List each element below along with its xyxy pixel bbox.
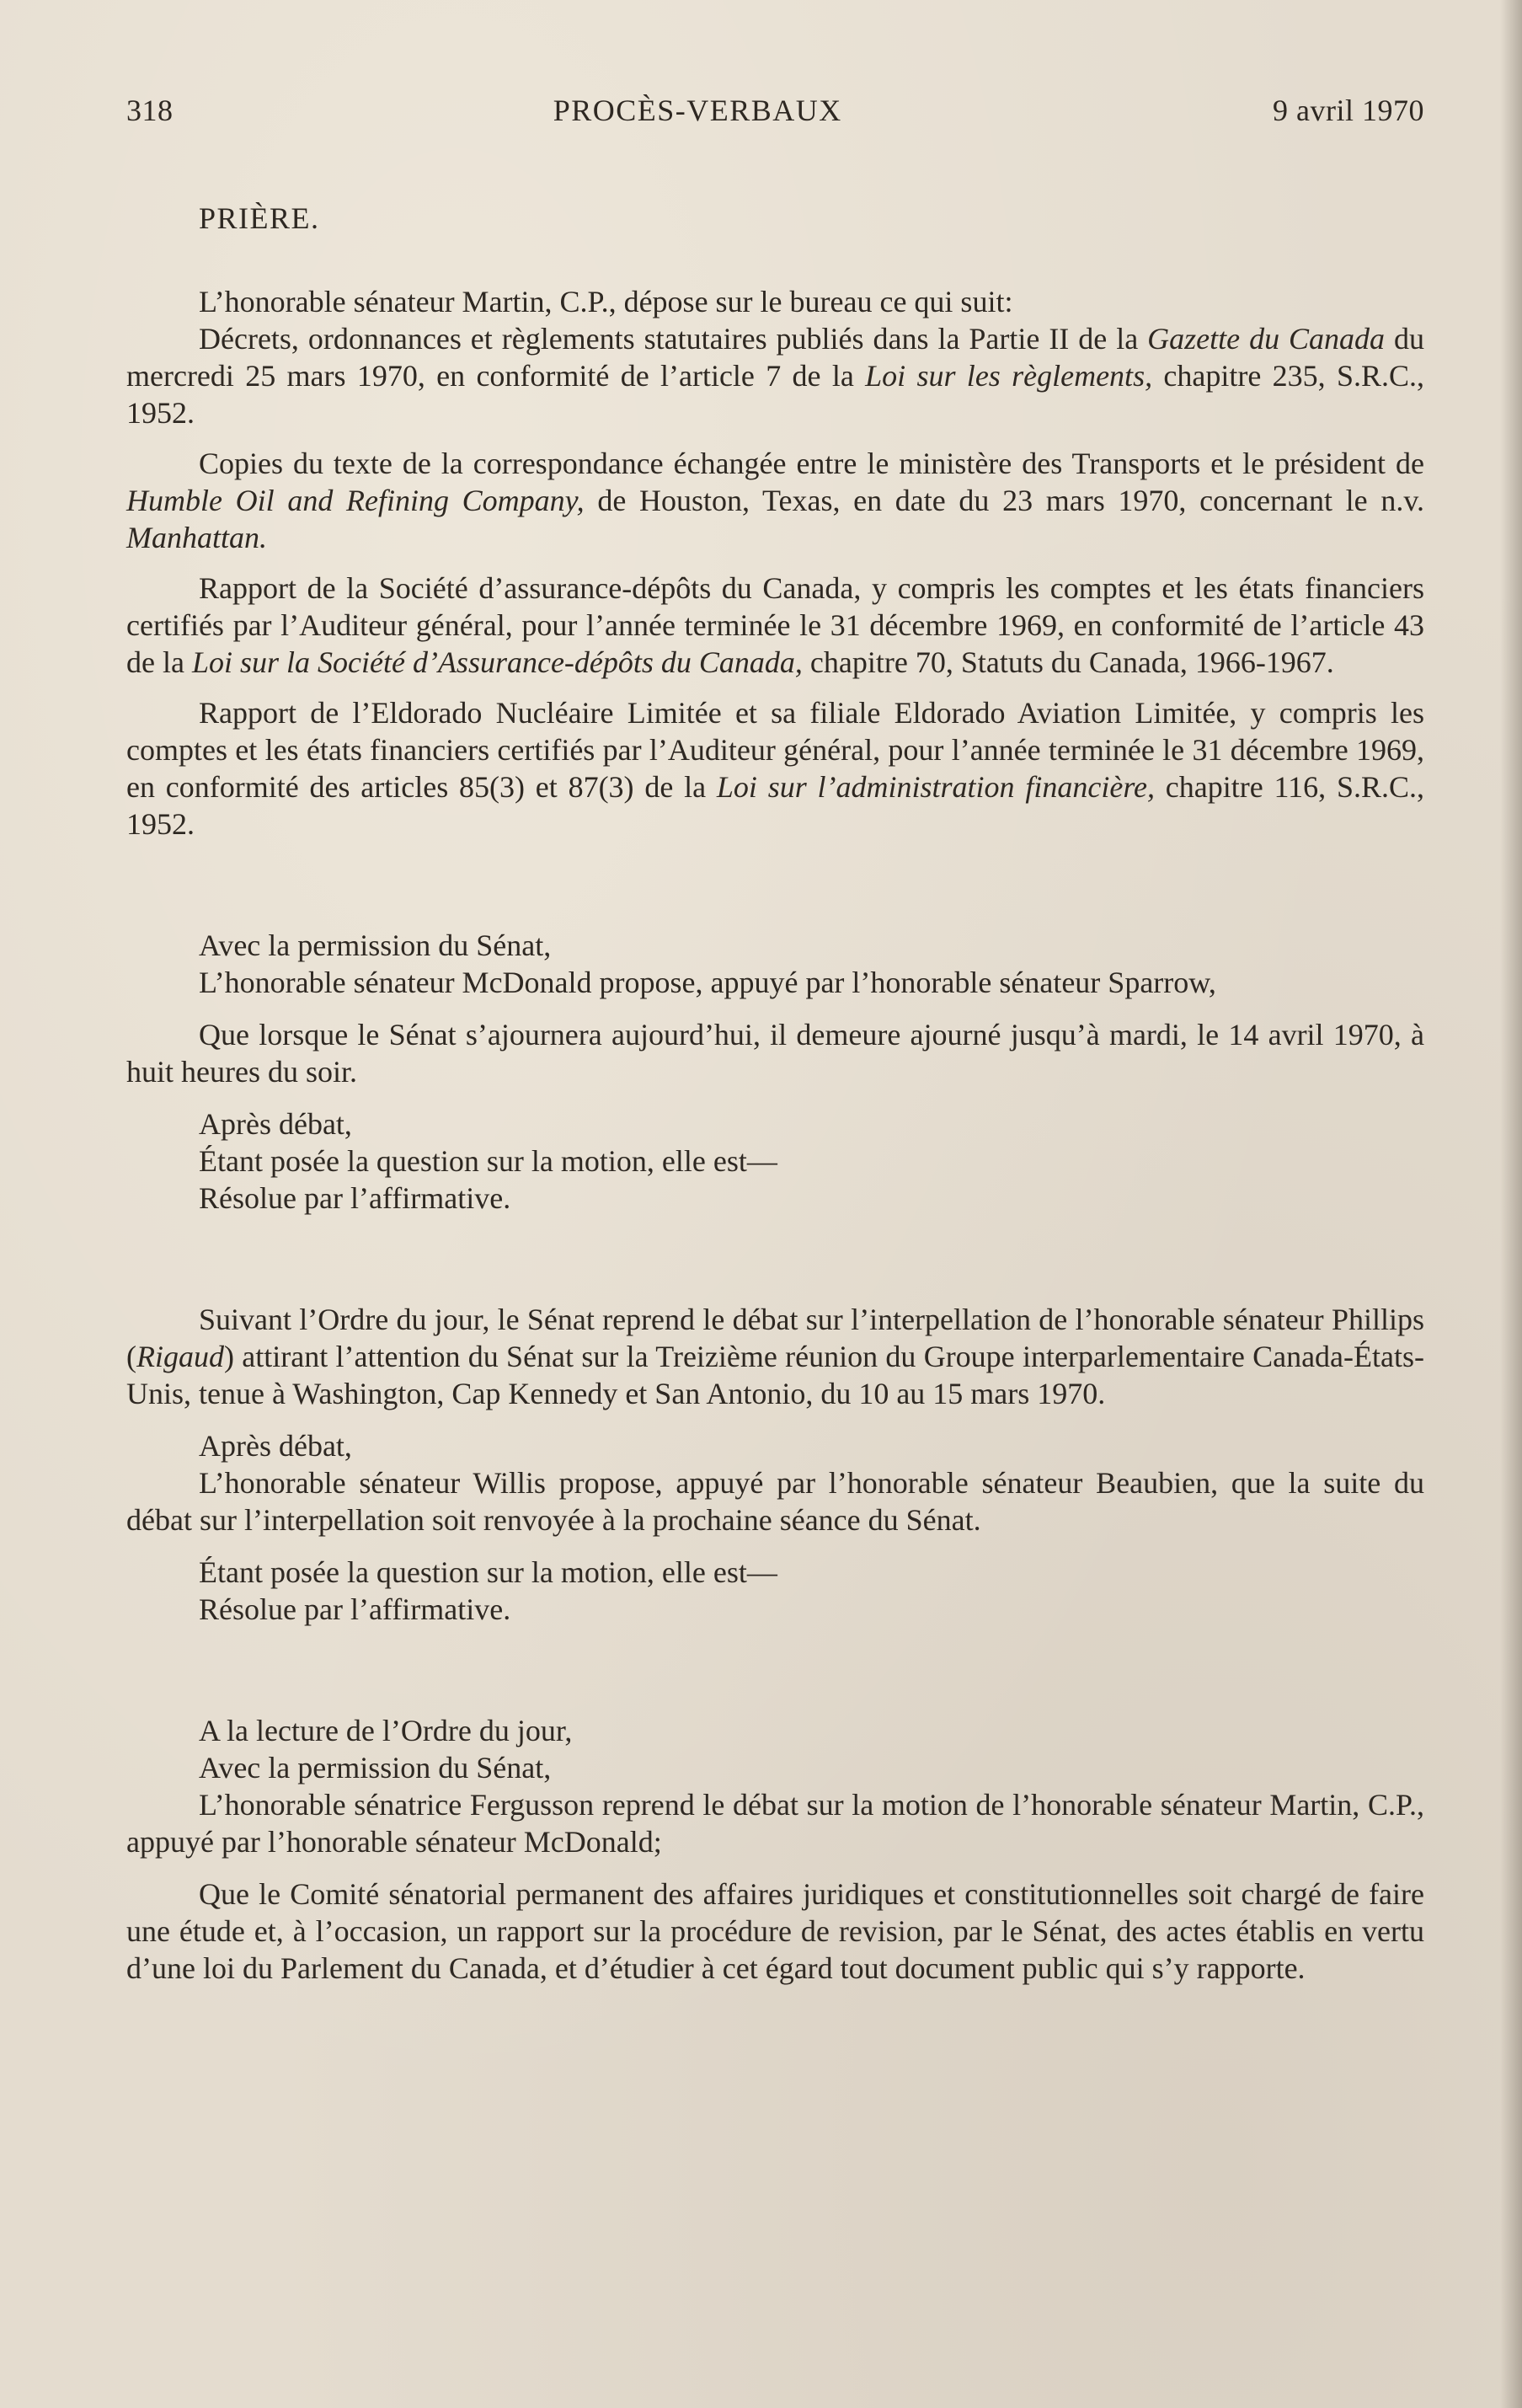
tabled-item-3: Rapport de la Société d’assurance-dépôts du Canada, y compris les comptes et les états financiers certifiés par l’Auditeur général, pour l’année terminée le 31 décembre 1969, en conformité de l’article 43 de la Loi sur la Société d’Assurance-dépôts du Canada, chapitre 70, Statuts du Canada, 1966-1967. bbox=[126, 571, 1424, 679]
section-heading: PRIÈRE. bbox=[199, 201, 320, 235]
motion-text: Que lorsque le Sénat s’ajournera aujourd’hui, il demeure ajourné jusqu’à mardi, le 14 avril 1970, à huit heures du soir. bbox=[126, 1018, 1424, 1089]
tabled-item-2: Copies du texte de la correspondance échangée entre le ministère des Transports et le président de Humble Oil and Refining Company, de Houston, Texas, en date du 23 mars 1970, concernant le n.v. Manhattan. bbox=[126, 447, 1424, 554]
section-break bbox=[126, 843, 1424, 927]
page-title: PROCÈS-VERBAUX bbox=[553, 94, 842, 127]
page-number: 318 bbox=[126, 94, 174, 127]
debate-permission: Avec la permission du Sénat, bbox=[199, 1751, 552, 1785]
interpellation-section bbox=[126, 1301, 1424, 1628]
adjournment-motion-section bbox=[126, 927, 1424, 1217]
interpellation-text: Suivant l’Ordre du jour, le Sénat reprend le débat sur l’interpellation de l’honorable sénateur Phillips (Rigaud) attirant l’attention du Sénat sur la Treizième réunion du Groupe interparlementaire Canada-États-Unis, tenue à Washington, Cap Kennedy et San Antonio, du 10 au 15 mars 1970. bbox=[126, 1303, 1424, 1410]
page-date: 9 avril 1970 bbox=[1273, 94, 1424, 127]
motion-question: Étant posée la question sur la motion, elle est— bbox=[199, 1144, 777, 1178]
tabling-intro: L’honorable sénateur Martin, C.P., dépose sur le bureau ce qui suit: bbox=[199, 285, 1013, 318]
interpellation-debate: Après débat, bbox=[199, 1429, 352, 1463]
tabled-item-4: Rapport de l’Eldorado Nucléaire Limitée et sa filiale Eldorado Aviation Limitée, y compris les comptes et les états financiers certifiés par l’Auditeur général, pour l’année terminée le 31 décembre 1969, en conformité des articles 85(3) et 87(3) de la Loi sur l’administration financière, chapitre 116, S.R.C., 1952. bbox=[126, 696, 1424, 841]
page-header bbox=[126, 93, 1424, 128]
interpellation-proposal: L’honorable sénateur Willis propose, appuyé par l’honorable sénateur Beaubien, que la suite du débat sur l’interpellation soit renvoyée à la prochaine séance du Sénat. bbox=[126, 1466, 1424, 1537]
binding-shadow bbox=[1500, 0, 1522, 2408]
tabled-item-1: Décrets, ordonnances et règlements statutaires publiés dans la Partie II de la Gazette du Canada du mercredi 25 mars 1970, en conformité de l’article 7 de la Loi sur les règlements, chapitre 235, S.R.C., 1952. bbox=[126, 322, 1425, 430]
debate-resumed-section bbox=[126, 1712, 1424, 1987]
section-break bbox=[126, 1628, 1424, 1712]
order-reading: A la lecture de l’Ordre du jour, bbox=[199, 1714, 573, 1747]
committee-motion-text: Que le Comité sénatorial permanent des affaires juridiques et constitutionnelles soit chargé de faire une étude et, à l’occasion, un rapport sur la procédure de revision, par le Sénat, des actes établis en vertu d’une loi du Parlement du Canada, et d’étudier à cet égard tout document public qui s’y rapporte. bbox=[126, 1877, 1424, 1985]
tabled-documents-section bbox=[126, 283, 1424, 843]
motion-proposal: L’honorable sénateur McDonald propose, appuyé par l’honorable sénateur Sparrow, bbox=[199, 966, 1216, 999]
interpellation-question: Étant posée la question sur la motion, elle est— bbox=[199, 1555, 777, 1589]
motion-permission: Avec la permission du Sénat, bbox=[199, 928, 552, 962]
debate-resumed: L’honorable sénatrice Fergusson reprend le débat sur la motion de l’honorable sénateur Martin, C.P., appuyé par l’honorable sénateur McDonald; bbox=[126, 1788, 1424, 1859]
interpellation-result: Résolue par l’affirmative. bbox=[199, 1592, 511, 1626]
section-break bbox=[126, 1217, 1424, 1301]
motion-result: Résolue par l’affirmative. bbox=[199, 1181, 511, 1215]
motion-debate: Après débat, bbox=[199, 1107, 352, 1141]
